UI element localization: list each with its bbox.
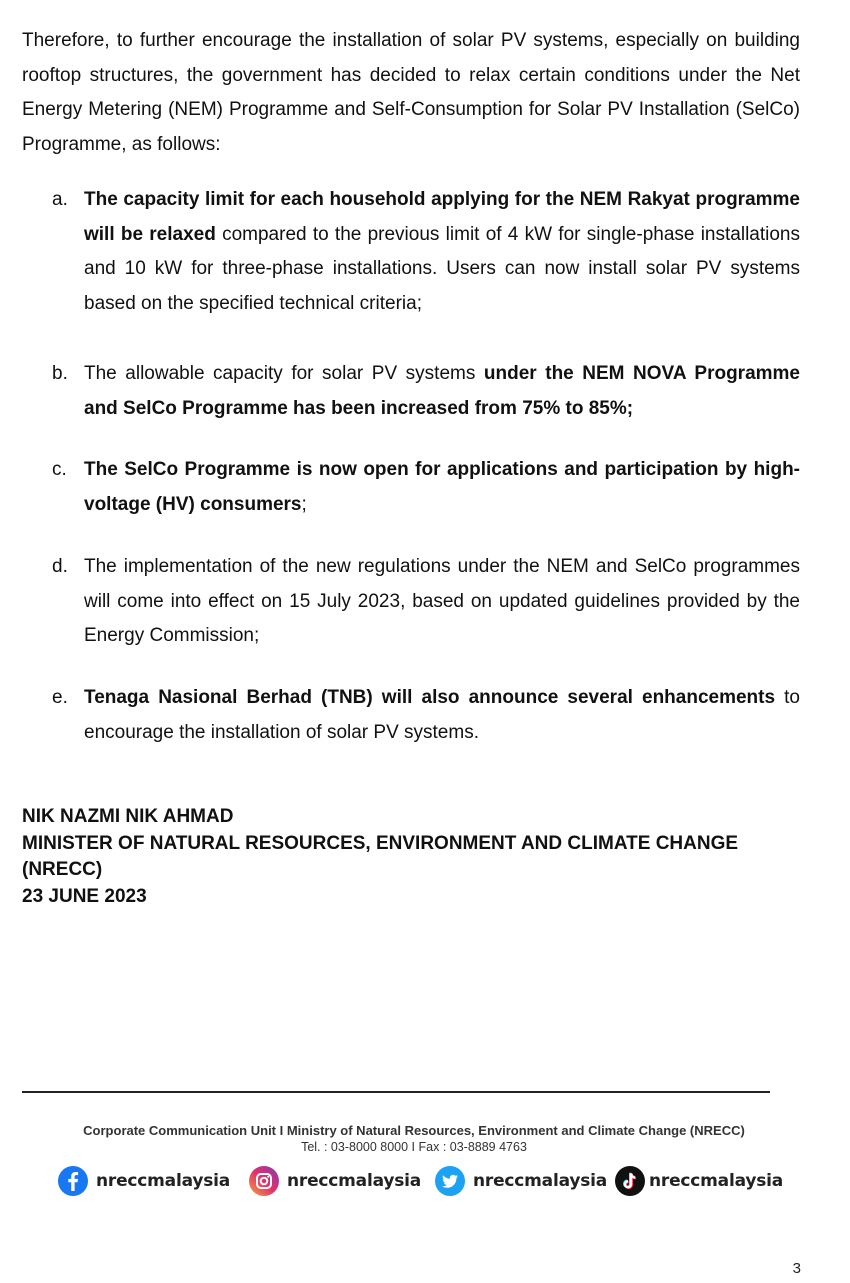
list-item-bold: under the NEM NOVA Programme and SelCo Programme has been increased from 75% to 85%; — [84, 363, 800, 419]
list-item-bold: Tenaga Nasional Berhad (TNB) will also announce several enhancements — [84, 687, 776, 708]
signatory-title: MINISTER OF NATURAL RESOURCES, ENVIRONMENT AND CLIMATE CHANGE — [22, 832, 739, 854]
list-item-d — [52, 550, 800, 654]
page-number: 3 — [792, 1260, 801, 1277]
list-item-text: to encourage the installation of solar PV systems. — [84, 687, 800, 743]
social-handle: nreccmalaysia — [96, 1171, 231, 1191]
social-twitter[interactable] — [435, 1165, 607, 1197]
list-item-bold: The capacity limit for each household applying for the NEM Rakyat programme will be relaxed — [84, 189, 800, 245]
list-letter: d. — [52, 556, 68, 577]
tiktok-icon — [615, 1166, 645, 1196]
list-item-bold: The SelCo Programme is now open for applications and participation by high-voltage (HV) consumers — [84, 459, 800, 515]
list-letter: a. — [52, 189, 68, 210]
signature-block — [22, 804, 812, 910]
list-item-b — [52, 357, 800, 426]
list-item-a — [52, 183, 800, 321]
instagram-icon — [249, 1166, 279, 1196]
social-facebook[interactable] — [58, 1165, 230, 1197]
footer-contact: Tel. : 03-8000 8000 I Fax : 03-8889 4763 — [301, 1140, 527, 1154]
social-handle: nreccmalaysia — [287, 1171, 422, 1191]
list-item-text: compared to the previous limit of 4 kW for single-phase installations and 10 kW for three-phase installations. Users can now install solar PV systems based on the specified technical criteria; — [84, 223, 800, 314]
footer-unit: Corporate Communication Unit I Ministry of Natural Resources, Environment and Climate Change (NRECC) — [83, 1123, 745, 1138]
signatory-title-abbrev: (NRECC) — [22, 859, 103, 880]
list-item-c — [52, 453, 800, 522]
social-handle: nreccmalaysia — [473, 1171, 608, 1191]
twitter-icon — [435, 1166, 465, 1196]
signatory-name: NIK NAZMI NIK AHMAD — [22, 806, 234, 827]
list-item-text: ; — [301, 493, 307, 515]
list-letter: e. — [52, 687, 68, 708]
list-letter: b. — [52, 363, 68, 384]
social-tiktok[interactable] — [615, 1165, 783, 1197]
list-item-e — [52, 681, 800, 750]
social-handle: nreccmalaysia — [649, 1171, 784, 1191]
list-item-text: The implementation of the new regulations under the NEM and SelCo programmes will come into effect on 15 July 2023, based on updated guidelines provided by the Energy Commission; — [84, 556, 800, 647]
facebook-icon — [58, 1166, 88, 1196]
list-item-text: The allowable capacity for solar PV systems — [84, 363, 484, 384]
social-instagram[interactable] — [249, 1165, 421, 1197]
list-letter: c. — [52, 459, 67, 480]
intro-paragraph: Therefore, to further encourage the installation of solar PV systems, especially on building rooftop structures, the government has decided to relax certain conditions under the Net Energy Metering (NEM) Programme and Self-Consumption for Solar PV Installation (SelCo) Programme, as follows: — [22, 30, 800, 155]
statement-date: 23 JUNE 2023 — [22, 885, 147, 907]
footer-divider — [22, 1091, 770, 1093]
